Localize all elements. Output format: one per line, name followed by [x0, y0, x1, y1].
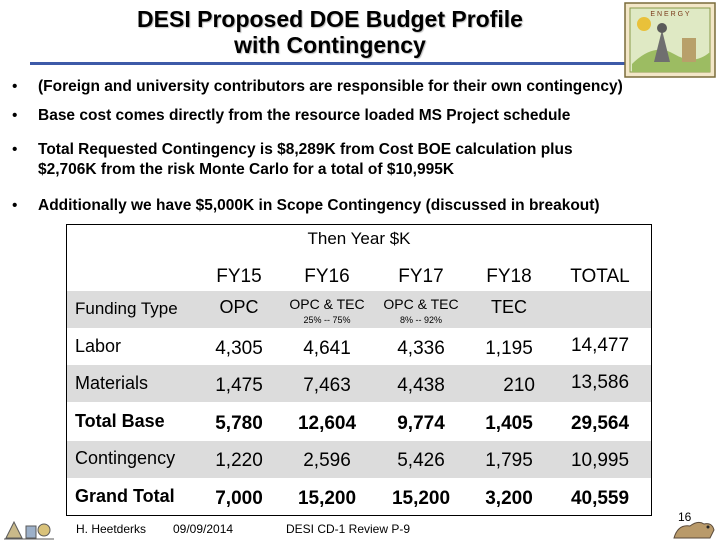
- col-header: TOTAL: [570, 266, 630, 287]
- footer-author: H. Heetderks: [76, 522, 147, 536]
- col-header: FY15: [216, 266, 262, 287]
- table-cell-total: 29,564: [570, 413, 630, 434]
- table-cell: 15,200: [391, 488, 451, 509]
- title-line-2: with Contingency: [234, 32, 426, 58]
- table-cell: 9,774: [397, 413, 445, 434]
- table-cell: 4,336: [397, 338, 445, 359]
- table-caption: Then Year $K: [307, 229, 411, 248]
- funding-type: OPC: [219, 297, 259, 317]
- funding-type-label: Funding Type: [75, 299, 178, 318]
- table-cell: 5,426: [397, 450, 445, 471]
- table-cell-total: 14,477: [570, 335, 630, 356]
- row-label: Contingency: [75, 448, 176, 468]
- table-cell: 1,475: [215, 375, 263, 396]
- table-cell: 1,195: [485, 338, 533, 359]
- bullet-marker: •: [12, 107, 18, 124]
- table-cell: 12,604: [297, 413, 357, 434]
- funding-type: TEC: [491, 297, 527, 317]
- footer-review: DESI CD-1 Review P-9: [286, 522, 411, 536]
- title-line-1: DESI Proposed DOE Budget Profile: [137, 6, 523, 32]
- funding-split: 8% -- 92%: [399, 315, 443, 325]
- svg-text:E N E R G Y: E N E R G Y: [650, 11, 690, 18]
- table-cell: 4,305: [215, 338, 263, 359]
- bullet-marker: •: [12, 197, 18, 214]
- corner-doodle-icon: [4, 508, 54, 540]
- funding-type: OPC & TEC: [289, 296, 365, 312]
- table-cell-total: 13,586: [570, 372, 630, 393]
- col-header: FY17: [398, 266, 444, 287]
- funding-split: 25% -- 75%: [303, 315, 351, 325]
- dog-doodle-icon: [668, 514, 718, 540]
- funding-type: OPC & TEC: [383, 296, 459, 312]
- table-cell: 2,596: [303, 450, 351, 471]
- row-label: Grand Total: [75, 486, 175, 506]
- bullet-marker: •: [12, 141, 18, 158]
- bullet-text: Total Requested Contingency is $8,289K from Cost BOE calculation plus: [38, 141, 573, 158]
- budget-table: [66, 224, 652, 516]
- table-cell: 5,780: [215, 413, 263, 434]
- table-cell: 1,405: [485, 413, 533, 434]
- bullet-marker: •: [12, 78, 18, 95]
- table-cell: 3,200: [485, 488, 533, 509]
- table-cell: 4,438: [397, 375, 445, 396]
- energy-dept-logo-icon: [624, 2, 716, 78]
- table-cell: 4,641: [303, 338, 351, 359]
- table-cell: 15,200: [297, 488, 357, 509]
- table-cell: 7,463: [303, 375, 351, 396]
- bullet-text: Base cost comes directly from the resource loaded MS Project schedule: [38, 107, 571, 124]
- table-cell: 7,000: [215, 488, 263, 509]
- table-cell-total: 10,995: [570, 450, 630, 471]
- row-label: Total Base: [75, 411, 165, 431]
- col-header: FY18: [486, 266, 532, 287]
- page-number: 16: [678, 510, 692, 524]
- slide-title: [40, 6, 620, 58]
- table-cell: 1,220: [215, 450, 263, 471]
- table-cell: 1,795: [485, 450, 533, 471]
- row-label: Labor: [75, 336, 122, 356]
- table-cell-total: 40,559: [570, 488, 630, 509]
- col-header: FY16: [304, 266, 350, 287]
- footer-date: 09/09/2014: [173, 522, 234, 536]
- bullet-text: Additionally we have $5,000K in Scope Contingency (discussed in breakout): [38, 197, 600, 214]
- row-label: Materials: [75, 373, 149, 393]
- table-cell: 210: [503, 375, 535, 396]
- bullet-text: (Foreign and university contributors are responsible for their own contingency): [38, 78, 623, 95]
- bullet-text: $2,706K from the risk Monte Carlo for a total of $10,995K: [38, 161, 455, 178]
- title-rule: [30, 62, 628, 65]
